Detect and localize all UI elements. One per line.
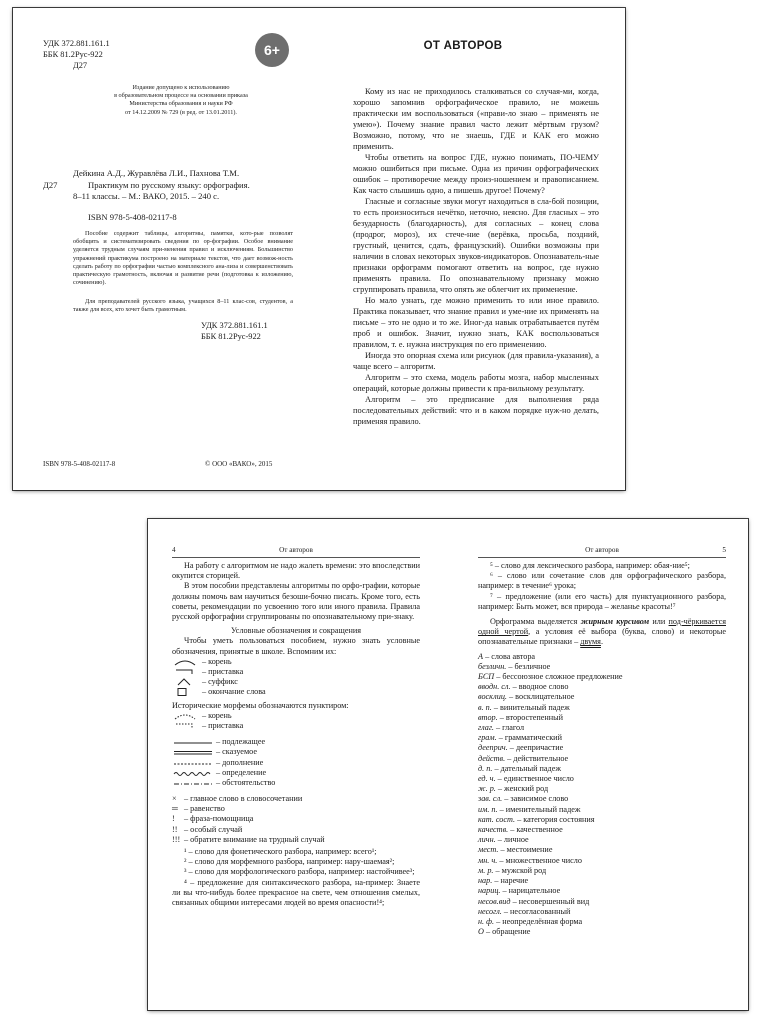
legend-label: – особый случай bbox=[184, 824, 243, 834]
note-item: ² – слово для морфемного разбора, например: нару-шаемая²; bbox=[184, 857, 395, 867]
abbreviation: А bbox=[478, 651, 484, 661]
abbreviation-row bbox=[478, 897, 726, 907]
author-mark-left: Д27 bbox=[43, 180, 58, 190]
abbreviation-meaning: – деепричастие bbox=[509, 743, 564, 753]
legend-attribute bbox=[172, 768, 420, 778]
legend-hist-prefix bbox=[172, 721, 420, 731]
abbreviation-meaning: – бессоюзное сложное предложение bbox=[496, 672, 623, 682]
abbreviation: несогл. bbox=[478, 906, 502, 916]
running-header-right bbox=[478, 546, 726, 558]
legend-label: – корень bbox=[202, 710, 232, 720]
abbreviation-meaning: – качественное bbox=[510, 825, 563, 835]
legend-label: – окончание слова bbox=[202, 687, 266, 697]
book-info: 8–11 классы. – М.: ВАКО, 2015. – 240 с. bbox=[73, 191, 220, 201]
single-line-icon bbox=[172, 737, 216, 747]
cross-icon: × bbox=[172, 794, 177, 804]
abbreviation-meaning: – грамматический bbox=[498, 733, 562, 743]
abbreviation-row bbox=[478, 825, 726, 835]
legend-label: – корень bbox=[202, 656, 232, 666]
legend-root bbox=[172, 657, 420, 667]
abbreviation: БСП bbox=[478, 672, 495, 682]
preface-paragraph: Гласные и согласные звуки могут находиться в сла-бой позиции, то есть произноситься нечётко, неточно, неясно. Для гласных – это безударность (благодарность), для согласных – конец слова (продрог, мороз), их стече-ние (верёвка, просьба, поздний, грустный, ценится, сдать, французский). Ошибки возможны при наличии в словах некоторых звуков-индикаторов. Опознаватель-ные признаки орфограмм помогают ответить на вопрос, где нужно применять правила. По опознавательному признаку можно сгруппировать правила, что опять же облегчит их применение. bbox=[353, 197, 599, 294]
abbreviation: безличн. bbox=[478, 661, 507, 671]
abbreviation-row bbox=[478, 845, 726, 855]
legend-label: – приставка bbox=[202, 667, 244, 677]
legend-predicate bbox=[172, 747, 420, 757]
note-item: ¹ – слово для фонетического разбора, например: всего¹; bbox=[184, 847, 377, 857]
text-run: Орфограмма выделяется bbox=[490, 617, 578, 627]
abbreviation: несов.вид bbox=[478, 896, 511, 906]
text-run: , а условия её выбора (буква, слово) и некоторые опознавательные признаки – bbox=[478, 627, 726, 647]
udk-code: УДК 372.881.161.1 bbox=[43, 39, 110, 48]
abbreviation-row bbox=[478, 703, 726, 713]
double-line-icon bbox=[172, 747, 216, 757]
text-run: или bbox=[652, 617, 666, 627]
legend-mark bbox=[172, 814, 420, 824]
abbreviation: им. п. bbox=[478, 804, 498, 814]
abbreviation-row bbox=[478, 805, 726, 815]
abbreviation-row bbox=[478, 713, 726, 723]
abbreviation-meaning: – множественное число bbox=[499, 855, 582, 865]
legend-label: – равенство bbox=[184, 804, 225, 814]
abbreviation-row bbox=[478, 662, 726, 672]
abbreviation-row bbox=[478, 927, 726, 937]
legend-heading: Условные обозначения и сокращения bbox=[231, 626, 361, 636]
exclamation-icon: ! bbox=[172, 814, 175, 824]
content-spread bbox=[148, 519, 748, 1010]
approval-note bbox=[73, 84, 289, 117]
body-paragraph: На работу с алгоритмом не надо жалеть времени: это впоследствии окупится сторицей. bbox=[172, 561, 420, 581]
abbreviation-row bbox=[478, 815, 726, 825]
abbreviation: глаг. bbox=[478, 723, 494, 733]
double-underlined-sample: двумя bbox=[580, 637, 601, 647]
abbreviation: О bbox=[478, 927, 484, 937]
legend-ending bbox=[172, 687, 420, 697]
abbreviation-meaning: – глагол bbox=[496, 723, 525, 733]
abbreviation: мест. bbox=[478, 845, 499, 855]
approval-line: Издание допущено к использованию bbox=[132, 84, 230, 91]
abbreviation-meaning: – дательный падеж bbox=[494, 763, 561, 773]
legend-label: – дополнение bbox=[216, 757, 264, 767]
dashed-line-icon bbox=[172, 758, 216, 768]
preface-paragraph: Кому из нас не приходилось сталкиваться со случая-ми, когда, хорошо запомнив орфографическое правило, не можешь практически им воспользоваться («прави-ло знаю – применять не умею»). Почему знание правил часто лежит мёртвым грузом? Возможно, потому, что не знаешь, ГДЕ и КАК его можно применить. bbox=[353, 87, 599, 151]
approval-line: от 14.12.2009 № 729 (в ред. от 13.01.2011). bbox=[125, 108, 237, 116]
abbreviation: восклиц. bbox=[478, 692, 507, 702]
abbreviation: н. ф. bbox=[478, 916, 495, 926]
abbreviation-row bbox=[478, 754, 726, 764]
abbreviation-row bbox=[478, 866, 726, 876]
abbreviation-row bbox=[478, 794, 726, 804]
abbreviation: втор. bbox=[478, 712, 498, 722]
legend-intro: Чтобы уметь пользоваться пособием, нужно знать условные обозначения, принятые в школе. Вспомним их: bbox=[172, 636, 420, 656]
legend-label: – определение bbox=[216, 767, 267, 777]
legend-subject bbox=[172, 737, 420, 747]
legend-adverbial bbox=[172, 778, 420, 788]
legend-mark bbox=[172, 835, 420, 845]
abbreviation-meaning: – неопределённая форма bbox=[496, 916, 583, 926]
abbreviation: ед. ч. bbox=[478, 774, 496, 784]
abbreviation-row bbox=[478, 876, 726, 886]
root-icon bbox=[172, 657, 202, 667]
abbreviation-meaning: – местоимение bbox=[500, 845, 553, 855]
abbreviation: кат. сост. bbox=[478, 814, 516, 824]
running-header-left bbox=[172, 546, 420, 558]
underlined-sample: под-чёркивается bbox=[668, 617, 726, 627]
triple-exclamation-icon: !!! bbox=[172, 834, 181, 844]
abbreviation: нар. bbox=[478, 876, 493, 886]
abbreviation: ж. р. bbox=[478, 784, 496, 794]
copyright: © ООО «ВАКО», 2015 bbox=[205, 460, 273, 468]
bbk-code: ББК 81.2Рус-922 bbox=[43, 50, 103, 59]
abbreviation: действ. bbox=[478, 753, 506, 763]
page-number: 4 bbox=[172, 546, 176, 554]
abbreviation-row bbox=[478, 886, 726, 896]
abbreviation-meaning: – слова автора bbox=[485, 651, 536, 661]
page-title: ОТ АВТОРОВ bbox=[423, 40, 503, 52]
abbreviation: вводн. сл. bbox=[478, 682, 511, 692]
abbreviation-meaning: – вводное слово bbox=[512, 682, 569, 692]
abbreviation-row bbox=[478, 723, 726, 733]
author-mark: Д27 bbox=[73, 61, 88, 70]
abbreviation-meaning: – несовершенный вид bbox=[512, 896, 590, 906]
abbreviation-row bbox=[478, 652, 726, 662]
underlined-sample: одной чертой bbox=[478, 627, 529, 637]
note-item: ⁷ – предложение (или его часть) для пунктуационного разбора, например: Быть может, вся природа – желанье красоты!⁷ bbox=[478, 591, 726, 611]
abbreviation-meaning: – наречие bbox=[494, 876, 529, 886]
legend-hist-root bbox=[172, 711, 420, 721]
abbreviation-row bbox=[478, 692, 726, 702]
abbreviation-row bbox=[478, 835, 726, 845]
legend-label: – фраза-помощница bbox=[184, 814, 254, 824]
legend-mark bbox=[172, 825, 420, 835]
legend-label: – приставка bbox=[202, 720, 244, 730]
dotted-prefix-icon bbox=[172, 721, 202, 731]
title-spread bbox=[13, 8, 625, 490]
abbreviation-row bbox=[478, 764, 726, 774]
abbreviation: в. п. bbox=[478, 702, 492, 712]
abbreviation-row bbox=[478, 784, 726, 794]
bold-italic-sample: жирным курсивом bbox=[580, 617, 650, 627]
isbn-footer: ISBN 978-5-408-02117-8 bbox=[43, 460, 116, 468]
annotation: Пособие содержит таблицы, алгоритмы, памятки, кото-рые позволят обобщить и систематизировать сведения по ор-фографии. Особое внимание уделяется трудным случаям при-менения правил и исключениям. Большинство упражнений практикума построено на материале текстов, что дает возмож-ность сделать работу по орфографии частью комплексного ана-лиза и совершенствовать практическую грамотность, включая и развитие речи (подготовка к изложению, сочинению). bbox=[73, 230, 293, 287]
abbreviation: м. р. bbox=[478, 865, 494, 875]
dotted-root-icon bbox=[172, 711, 202, 721]
abbreviation: грам. bbox=[478, 733, 497, 743]
legend-object bbox=[172, 758, 420, 768]
abbreviation-row bbox=[478, 682, 726, 692]
legend-suffix bbox=[172, 677, 420, 687]
abbreviation-meaning: – безличное bbox=[508, 661, 551, 671]
abbreviation-row bbox=[478, 856, 726, 866]
historical-morphemes-heading: Исторические морфемы обозначаются пунктиром: bbox=[172, 700, 349, 710]
abbreviation: д. п. bbox=[478, 763, 493, 773]
abbreviation-meaning: – действительное bbox=[507, 753, 569, 763]
udk-code-bottom: УДК 372.881.161.1 bbox=[201, 321, 268, 330]
abbreviation-row bbox=[478, 774, 726, 784]
preface-paragraph: Алгоритм – это схема, модель работы мозга, набор мысленных операций, которые должны привести к пра-вильному результату. bbox=[353, 373, 599, 393]
preface-paragraph: Чтобы ответить на вопрос ГДЕ, нужно понимать, ПО-ЧЕМУ можно ошибиться при письме. Одна из причин орфографических ошибок – противоречие между произ-ношением и правописанием. Как часто слышишь одно, а пишешь другое! Почему? bbox=[353, 153, 599, 195]
annotation-audience: Для преподавателей русского языка, учащихся 8–11 клас-сов, студентов, а также для всех, кто хочет быть грамотным. bbox=[73, 298, 293, 314]
abbreviation-row bbox=[478, 672, 726, 682]
legend-label: – подлежащее bbox=[216, 737, 266, 747]
book-authors: Дейкина А.Д., Журавлёва Л.И., Пахнова Т.М. bbox=[73, 168, 240, 178]
note-item: ⁵ – слово для лексического разбора, например: обая-ние⁵; bbox=[490, 561, 690, 570]
abbreviation-row bbox=[478, 907, 726, 917]
legend-label: – обратите внимание на трудный случай bbox=[184, 834, 325, 844]
abbreviation: качеств. bbox=[478, 825, 509, 835]
abbreviation-meaning: – единственное число bbox=[497, 774, 574, 784]
book-title: Практикум по русскому языку: орфография. bbox=[88, 180, 250, 190]
preface-paragraph: Но мало узнать, где можно применить то или иное правило. Практика показывает, что знание правил и уме-ние их применять на письме – это не одно и то же. Иног-да навык отрабатывается путём проб и ошибок. Значит, нужно знать, КАК воспользоваться правилом, т. е. нужна инструкция по его применению. bbox=[353, 296, 599, 349]
abbreviation-meaning: – категория состояния bbox=[517, 814, 595, 824]
abbreviation: зав. сл. bbox=[478, 794, 503, 804]
preface-paragraph: Алгоритм – это предписание для выполнения ряда последовательных действий: что и в каком порядке нуж-но делать, применяя правило. bbox=[353, 395, 599, 426]
abbreviation: личн. bbox=[478, 835, 496, 845]
running-head: От авторов bbox=[279, 546, 313, 554]
legend-label: – главное слово в словосочетании bbox=[184, 794, 303, 804]
legend-prefix bbox=[172, 667, 420, 677]
abbreviation-meaning: – именительный падеж bbox=[499, 804, 581, 814]
age-rating-badge: 6+ bbox=[255, 33, 289, 67]
preface-paragraph: Иногда это опорная схема или рисунок (для правила-указания), а чаще всего – алгоритм. bbox=[353, 351, 599, 371]
legend-label: – сказуемое bbox=[216, 747, 257, 757]
prefix-icon bbox=[172, 667, 202, 677]
legend-mark bbox=[172, 804, 420, 814]
note-item: ⁴ – предложение для синтаксического разбора, на-пример: Знаете ли вы что-нибудь более прекрасное на свете, чем отношения смелых, связанных общими интересами людей во время опасности!⁴; bbox=[172, 877, 420, 908]
isbn: ISBN 978-5-408-02117-8 bbox=[88, 212, 177, 222]
abbreviation-meaning: – второстепенный bbox=[499, 712, 564, 722]
dash-dot-line-icon bbox=[172, 778, 216, 788]
legend-mark bbox=[172, 794, 420, 804]
approval-line: в образовательном процессе на основании приказа bbox=[114, 92, 248, 100]
abbreviation-meaning: – мужской род bbox=[495, 865, 547, 875]
abbreviation-row bbox=[478, 743, 726, 753]
double-exclamation-icon: !! bbox=[172, 824, 178, 834]
abbreviation-row bbox=[478, 917, 726, 927]
abbreviation: мн. ч. bbox=[478, 855, 498, 865]
note-item: ⁶ – слово или сочетание слов для орфографического разбора, например: в течение⁶ урока; bbox=[478, 571, 726, 591]
page-number: 5 bbox=[722, 546, 726, 554]
abbreviation-meaning: – зависимое слово bbox=[504, 794, 569, 804]
legend-label: – суффикс bbox=[202, 677, 238, 687]
abbreviation: нариц. bbox=[478, 886, 501, 896]
abbreviation-row bbox=[478, 733, 726, 743]
ending-icon bbox=[172, 687, 202, 697]
legend-label: – обстоятельство bbox=[216, 777, 276, 787]
abbreviation-meaning: – женский род bbox=[497, 784, 549, 794]
suffix-icon bbox=[172, 677, 202, 687]
abbreviation-meaning: – обращение bbox=[485, 927, 531, 937]
abbreviation-meaning: – восклицательное bbox=[509, 692, 575, 702]
abbreviation-meaning: – несогласованный bbox=[503, 906, 571, 916]
abbreviation-meaning: – личное bbox=[497, 835, 529, 845]
left-page-body bbox=[172, 561, 420, 908]
wavy-line-icon bbox=[172, 768, 216, 778]
equals-icon: ═ bbox=[172, 804, 178, 814]
preface-text bbox=[353, 86, 599, 427]
running-head: От авторов bbox=[585, 546, 619, 554]
orthogram-note: Орфограмма выделяется жирным курсивом или под-чёркивается одной чертой, а условия её выбора (буква, слово) и некоторые опознавательные признаки – двумя. bbox=[478, 617, 726, 647]
abbreviation-meaning: – нарицательное bbox=[502, 886, 561, 896]
abbreviation-meaning: – винительный падеж bbox=[493, 702, 570, 712]
bbk-code-bottom: ББК 81.2Рус-922 bbox=[201, 332, 261, 341]
right-page-body bbox=[478, 561, 726, 937]
body-paragraph: В этом пособии представлены алгоритмы по орфо-графии, которые должны помочь вам научиться безоши-бочно писать. Кроме того, есть советы, рекомендации по усвоению того или иного правила. Правила русской орфографии сгруппированы по опознавательному при-знаку. bbox=[172, 581, 420, 622]
approval-line: Министерства образования и науки РФ bbox=[129, 100, 233, 108]
abbreviation-list bbox=[478, 652, 726, 938]
note-item: ³ – слово для морфологического разбора, например: настойчивее³; bbox=[184, 867, 415, 877]
abbreviation: дееприч. bbox=[478, 743, 508, 753]
